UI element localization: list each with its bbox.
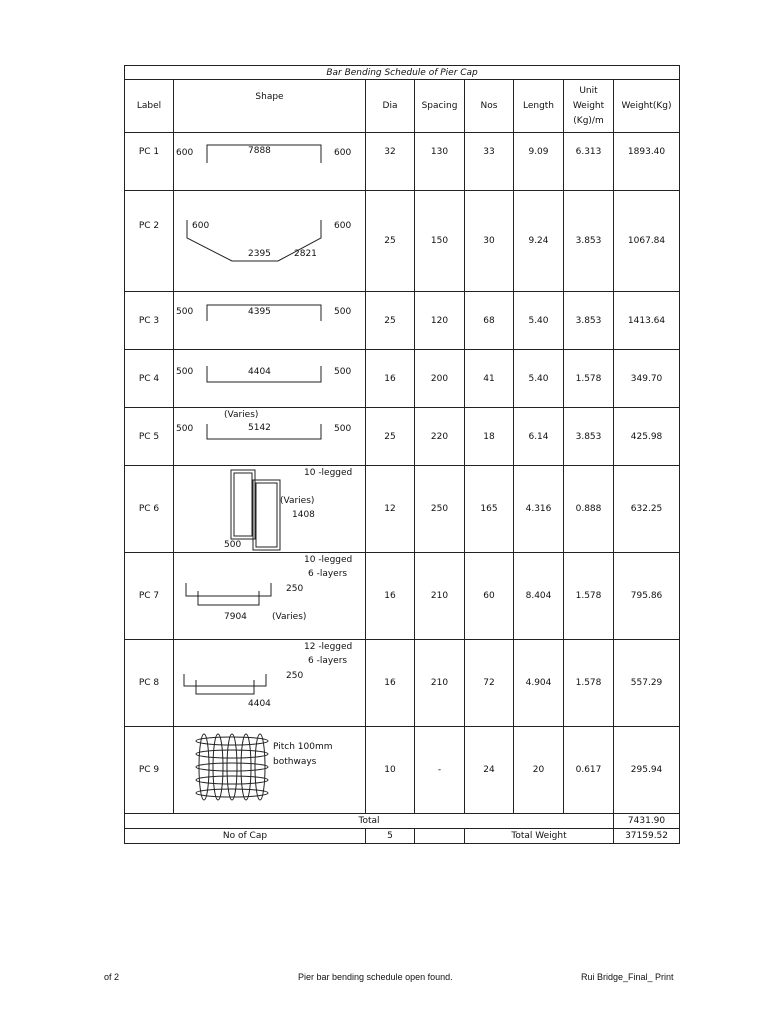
- shape-cell: [174, 553, 366, 640]
- shape-cell: [174, 408, 366, 466]
- cell-weight: 795.86: [614, 553, 680, 640]
- header-row: [125, 80, 680, 133]
- shape-dim-left: 600: [176, 148, 194, 158]
- shape-cell: [174, 350, 366, 408]
- cell-nos: 41: [465, 350, 514, 408]
- cell-spacing: 200: [415, 350, 465, 408]
- shape-dim-right: 600: [334, 148, 352, 158]
- cell-nos: 72: [465, 640, 514, 727]
- shape-cell: [174, 191, 366, 292]
- shape-pitch: Pitch 100mm: [273, 742, 333, 752]
- cell-length: 6.14: [514, 408, 564, 466]
- shape-note: (Varies): [272, 612, 307, 622]
- shape-dim-left: 500: [176, 424, 194, 434]
- shape-legs: 12 -legged: [304, 642, 353, 652]
- cell-unit-weight: 0.617: [564, 727, 614, 814]
- table-row: [125, 350, 680, 408]
- cell-dia: 16: [366, 553, 415, 640]
- shape-layers: 6 -layers: [308, 656, 348, 666]
- shape-cell: [174, 133, 366, 191]
- total-value: 7431.90: [614, 814, 680, 829]
- bar-shape-straight-hooks: [174, 350, 366, 407]
- table-row: [125, 133, 680, 191]
- cell-dia: 12: [366, 466, 415, 553]
- shape-dim-left: 500: [176, 367, 194, 377]
- cell-weight: 1067.84: [614, 191, 680, 292]
- bar-shape-cranked: [174, 191, 366, 291]
- cell-spacing: -: [415, 727, 465, 814]
- cell-weight: 295.94: [614, 727, 680, 814]
- shape-cell: [174, 640, 366, 727]
- cell-spacing: 250: [415, 466, 465, 553]
- cell-spacing: 130: [415, 133, 465, 191]
- table-row: [125, 408, 680, 466]
- cell-spacing: 210: [415, 640, 465, 727]
- cell-nos: 24: [465, 727, 514, 814]
- table-row: [125, 553, 680, 640]
- total-row: [125, 814, 680, 829]
- shape-ways: bothways: [273, 757, 317, 767]
- cell-unit-weight: 6.313: [564, 133, 614, 191]
- shape-dim-right: 600: [334, 221, 352, 231]
- shape-dim-middle: 5142: [248, 423, 271, 433]
- cell-weight: 632.25: [614, 466, 680, 553]
- cell-dia: 10: [366, 727, 415, 814]
- header-unit-weight: Unit Weight (Kg)/m: [564, 80, 614, 133]
- no-of-cap-label: No of Cap: [125, 829, 366, 844]
- total-weight-value: 37159.52: [614, 829, 680, 844]
- cell-nos: 165: [465, 466, 514, 553]
- cell-weight: 349.70: [614, 350, 680, 408]
- bar-shape-spiral-mesh: [174, 727, 366, 813]
- cell-nos: 60: [465, 553, 514, 640]
- header-weight: Weight(Kg): [614, 80, 680, 133]
- shape-note: (Varies): [224, 410, 259, 420]
- cell-unit-weight: 1.578: [564, 640, 614, 727]
- shape-dim-right: 500: [334, 367, 352, 377]
- cell-unit-weight: 1.578: [564, 350, 614, 408]
- bar-shape-straight-hooks: [174, 408, 366, 465]
- cell-dia: 25: [366, 191, 415, 292]
- schedule-table: [124, 65, 680, 844]
- cell-nos: 18: [465, 408, 514, 466]
- cell-weight: 425.98: [614, 408, 680, 466]
- footer-page: of 2: [104, 972, 120, 982]
- header-nos: Nos: [465, 80, 514, 133]
- shape-dim-right: 500: [334, 424, 352, 434]
- row-label: PC 9: [125, 727, 174, 814]
- shape-legs: 10 -legged: [304, 555, 353, 565]
- schedule-title: Bar Bending Schedule of Pier Cap: [125, 66, 680, 80]
- cell-unit-weight: 1.578: [564, 553, 614, 640]
- row-label: PC 6: [125, 466, 174, 553]
- title-row: [125, 66, 680, 80]
- header-dia: Dia: [366, 80, 415, 133]
- footer-file: Rui Bridge_Final_ Print: [581, 972, 674, 982]
- row-label: PC 4: [125, 350, 174, 408]
- cell-unit-weight: 3.853: [564, 191, 614, 292]
- cell-unit-weight: 0.888: [564, 466, 614, 553]
- shape-dim-bottom: 7904: [224, 612, 247, 622]
- total-weight-label: Total Weight: [465, 829, 614, 844]
- cell-spacing: 210: [415, 553, 465, 640]
- cell-nos: 30: [465, 191, 514, 292]
- cell-dia: 25: [366, 292, 415, 350]
- cell-length: 5.40: [514, 292, 564, 350]
- shape-legs: 10 -legged: [304, 468, 353, 478]
- row-label: PC 1: [125, 133, 174, 191]
- cell-weight: 1893.40: [614, 133, 680, 191]
- header-label: Label: [125, 80, 174, 133]
- shape-dim-middle: 4395: [248, 307, 271, 317]
- shape-dim-bottom: 4404: [248, 699, 271, 709]
- cell-weight: 1413.64: [614, 292, 680, 350]
- no-of-cap-value: 5: [366, 829, 415, 844]
- cell-weight: 557.29: [614, 640, 680, 727]
- table-row: [125, 466, 680, 553]
- shape-dim-left: 600: [192, 221, 210, 231]
- cell-length: 9.09: [514, 133, 564, 191]
- cell-dia: 16: [366, 350, 415, 408]
- bar-bending-schedule: [124, 65, 679, 844]
- row-label: PC 8: [125, 640, 174, 727]
- bar-shape-straight-hooks: [174, 133, 366, 190]
- row-label: PC 2: [125, 191, 174, 292]
- shape-dim-side: 250: [286, 584, 304, 594]
- shape-cell: [174, 292, 366, 350]
- shape-dim-width: 500: [224, 540, 242, 550]
- cell-length: 4.316: [514, 466, 564, 553]
- cell-unit-weight: 3.853: [564, 292, 614, 350]
- shape-dim-height: 1408: [292, 510, 315, 520]
- cell-length: 20: [514, 727, 564, 814]
- bar-shape-channel: [174, 553, 366, 639]
- shape-dim-left: 500: [176, 307, 194, 317]
- summary-row: [125, 829, 680, 844]
- cell-nos: 68: [465, 292, 514, 350]
- row-label: PC 5: [125, 408, 174, 466]
- cell-dia: 32: [366, 133, 415, 191]
- empty-cell: [415, 829, 465, 844]
- row-label: PC 3: [125, 292, 174, 350]
- bar-shape-straight-hooks: [174, 292, 366, 349]
- cell-length: 9.24: [514, 191, 564, 292]
- shape-cell: [174, 727, 366, 814]
- shape-layers: 6 -layers: [308, 569, 348, 579]
- bar-shape-stirrup: [174, 466, 366, 552]
- shape-dim-slope: 2821: [294, 249, 317, 259]
- cell-length: 4.904: [514, 640, 564, 727]
- cell-length: 8.404: [514, 553, 564, 640]
- table-row: [125, 191, 680, 292]
- cell-spacing: 220: [415, 408, 465, 466]
- row-label: PC 7: [125, 553, 174, 640]
- header-length: Length: [514, 80, 564, 133]
- shape-dim-middle: 4404: [248, 367, 271, 377]
- shape-dim-middle: 7888: [248, 146, 271, 156]
- cell-length: 5.40: [514, 350, 564, 408]
- header-shape: Shape: [174, 80, 366, 133]
- cell-dia: 16: [366, 640, 415, 727]
- cell-spacing: 120: [415, 292, 465, 350]
- table-row: [125, 292, 680, 350]
- header-spacing: Spacing: [415, 80, 465, 133]
- bar-shape-channel: [174, 640, 366, 726]
- shape-cell: [174, 466, 366, 553]
- cell-nos: 33: [465, 133, 514, 191]
- footer-title: Pier bar bending schedule open found.: [298, 972, 453, 982]
- cell-dia: 25: [366, 408, 415, 466]
- table-row: [125, 640, 680, 727]
- shape-dim-right: 500: [334, 307, 352, 317]
- cell-unit-weight: 3.853: [564, 408, 614, 466]
- shape-dim-side: 250: [286, 671, 304, 681]
- total-label: Total: [125, 814, 614, 829]
- cell-spacing: 150: [415, 191, 465, 292]
- shape-note: (Varies): [280, 496, 315, 506]
- table-row: [125, 727, 680, 814]
- shape-dim-bottom: 2395: [248, 249, 271, 259]
